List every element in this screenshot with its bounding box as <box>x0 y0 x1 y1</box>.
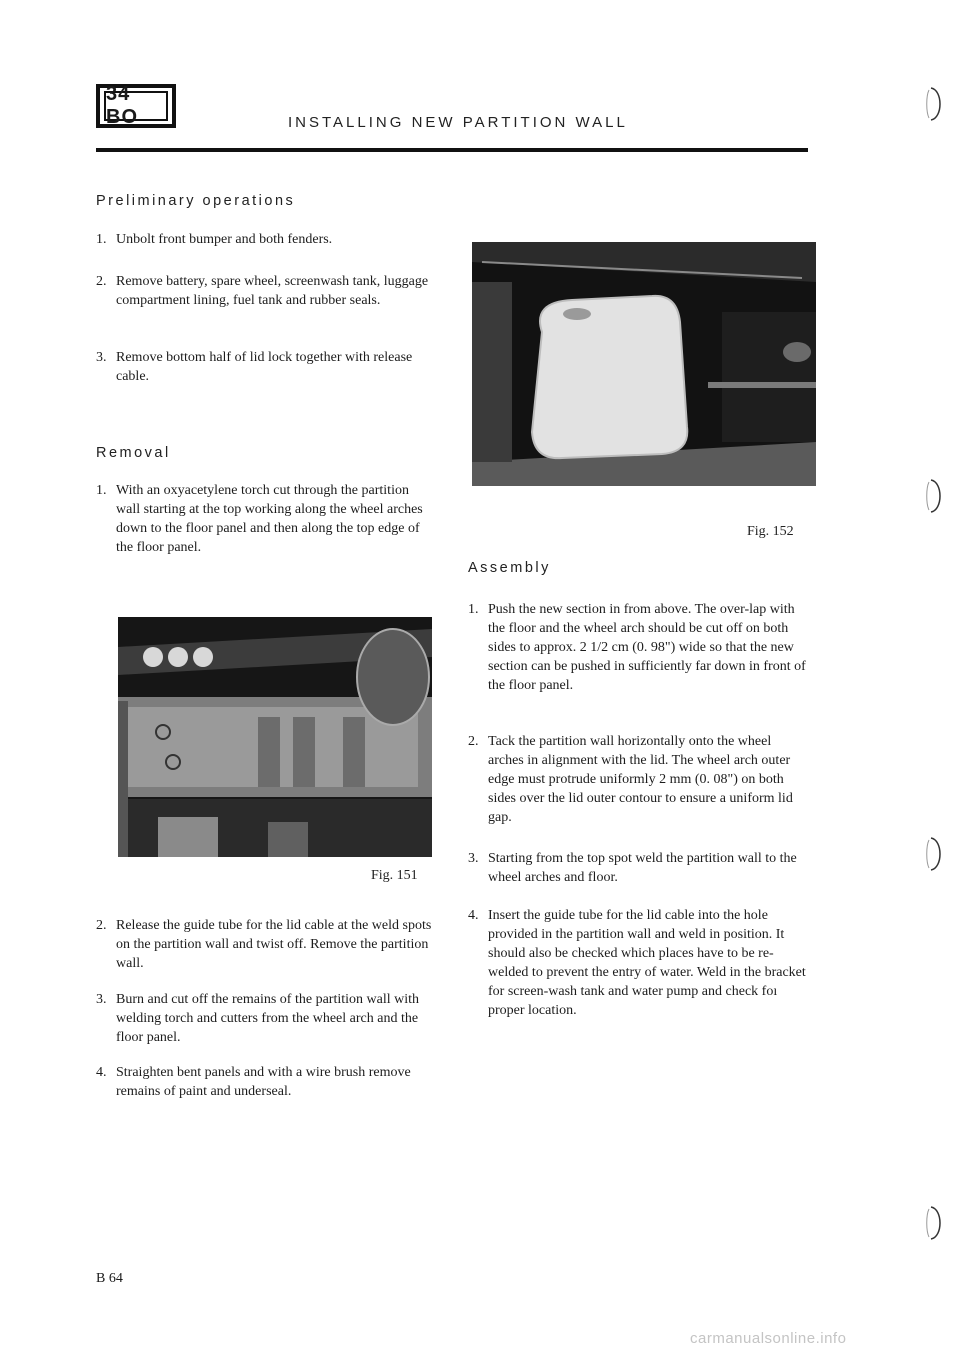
list-item: 1. Push the new section in from above. The over-lap with the floor and the wheel arch should be cut off on both sides to approx. 2 1/2 cm (0. 98") wide so that the new section can be pushed in sufficiently far down in front of the floor panel. <box>468 602 806 693</box>
header-rule <box>96 148 808 152</box>
binder-hole-icon <box>923 836 945 872</box>
page-title: INSTALLING NEW PARTITION WALL <box>288 114 628 131</box>
binder-hole-icon <box>923 1205 945 1241</box>
section-code: 34 BO <box>104 91 168 121</box>
list-item: 2. Release the guide tube for the lid cable at the weld spots on the partition wall and twist off. Remove the partition wall. <box>96 918 432 971</box>
list-item: 4. Insert the guide tube for the lid cable into the hole provided in the partition wall and weld in position. It should also be checked which places have to be re-welded to prevent the entry of water. Weld in the bracket for screen-wash tank and water pump and check foı proper location. <box>468 908 806 1018</box>
binder-hole-icon <box>923 86 945 122</box>
list-item: 3. Starting from the top spot weld the partition wall to the wheel arches and floor. <box>468 851 797 885</box>
figure-151-photo <box>118 617 432 857</box>
list-item: 3. Burn and cut off the remains of the partition wall with welding torch and cutters from the wheel arch and the floor panel. <box>96 992 420 1045</box>
list-item: 4. Straighten bent panels and with a wire brush remove remains of paint and underseal. <box>96 1065 411 1099</box>
figure-152-image <box>472 242 816 486</box>
preliminary-heading: Preliminary operations <box>96 193 296 209</box>
binder-hole-icon <box>923 478 945 514</box>
figure-152-caption: Fig. 152 <box>747 524 794 539</box>
list-item: 1. Unbolt front bumper and both fenders. <box>96 232 333 247</box>
figure-151-image <box>118 617 432 857</box>
assembly-heading: Assembly <box>468 560 551 576</box>
list-item: 1. With an oxyacetylene torch cut through the partition wall starting at the top working along the wheel arches down to the floor panel and then along the top edge of the floor panel. <box>96 483 423 555</box>
page-number: B 64 <box>96 1271 123 1286</box>
figure-152-photo <box>472 242 816 486</box>
section-code-box <box>96 84 176 128</box>
list-item: 3. Remove bottom half of lid lock together with release cable. <box>96 350 413 384</box>
watermark: carmanualsonline.info <box>690 1330 847 1347</box>
figure-151-caption: Fig. 151 <box>371 868 418 883</box>
list-item: 2. Remove battery, spare wheel, screenwash tank, luggage compartment lining, fuel tank and rubber seals. <box>96 274 429 308</box>
list-item: 2. Tack the partition wall horizontally onto the wheel arches in alignment with the lid. The wheel arch outer edge must protrude uniformly 2 mm (0. 08") on both sides over the lid outer contour to ensure a uniform lid gap. <box>468 734 793 825</box>
removal-heading: Removal <box>96 445 171 461</box>
